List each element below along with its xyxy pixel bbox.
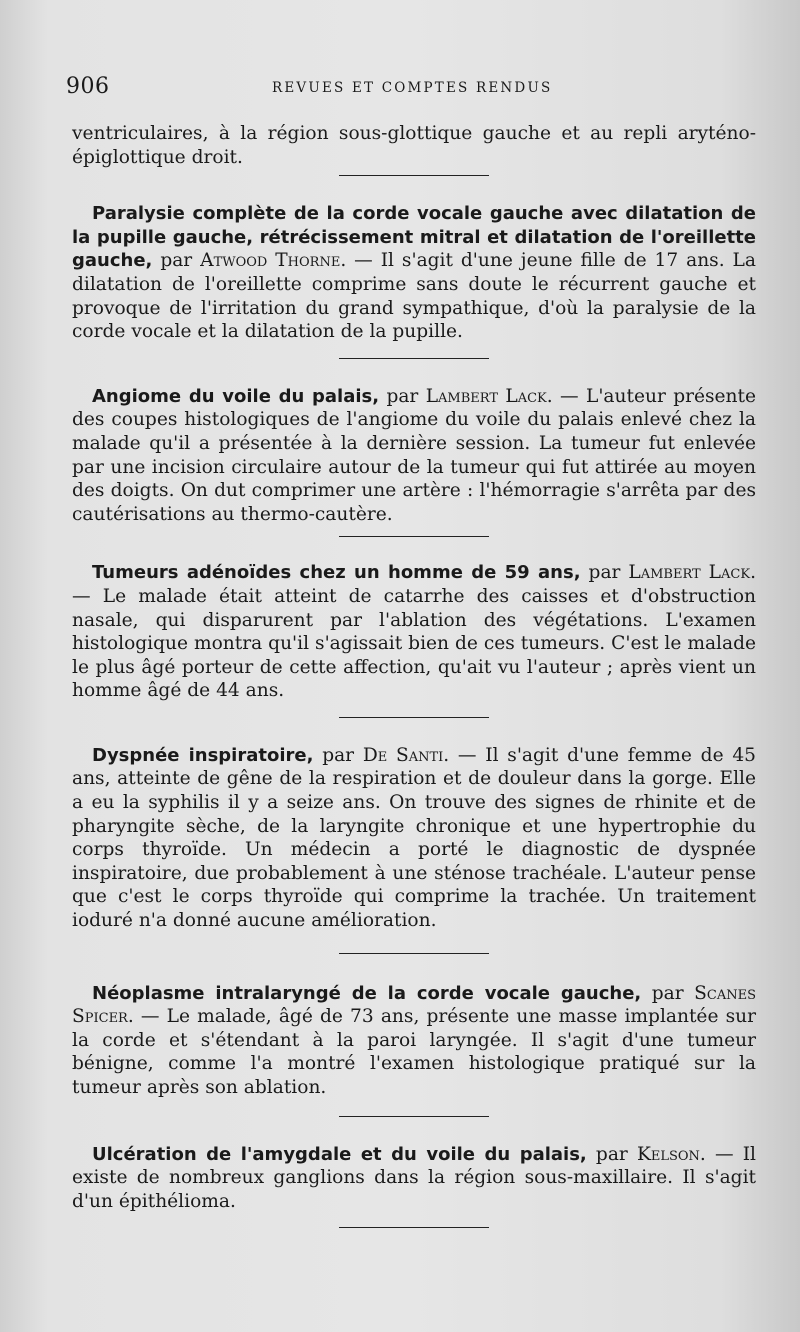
article-by: par — [313, 744, 363, 766]
section-rule — [339, 1116, 489, 1117]
continuation-paragraph: ventriculaires, à la région sous-glottique gauche et au repli aryténo-épiglottique droit. — [72, 123, 756, 168]
article-author: Kelson. — [636, 1143, 706, 1165]
article-title: Tumeurs adénoïdes chez un homme de 59 ans, — [92, 562, 581, 584]
article-paragraph — [72, 1143, 756, 1214]
article-paragraph — [72, 202, 756, 344]
article-text: — Le malade était atteint de catarrhe des caisses et d'obstruction nasale, qui disparurent par l'ablation des végétations. L'examen histologique montra qu'il s'agissait bien de ces tumeurs. C'est le malade le plus âgé porteur de cette affection, qu'ait vu l'auteur ; après vient un homme âgé de 44 ans. — [72, 585, 756, 702]
article-by: par — [641, 982, 695, 1004]
article-paragraph — [72, 385, 756, 527]
article-by: par — [580, 562, 629, 584]
article-text: — L'auteur présente des coupes histologiques de l'angiome du voile du palais enlevé chez la malade qu'il a présentée à la dernière session. La tumeur fut enlevée par une incision circulaire autour de la tumeur qui fut attirée au moyen des doigts. On dut comprimer une artère : l'hémorragie s'arrêta par des cautérisations au thermo-cautère. — [72, 385, 756, 525]
section-rule — [339, 175, 489, 176]
article-author: Atwood Thorne. — [200, 250, 347, 272]
article-title: Ulcération de l'amygdale et du voile du palais, — [92, 1143, 587, 1165]
article-paragraph — [72, 561, 756, 703]
body-text — [72, 122, 756, 1228]
section-rule — [339, 536, 489, 537]
article-text: — Le malade, âgé de 73 ans, présente une masse implantée sur la corde et s'étendant à la paroi laryngée. Il s'agit d'une tumeur bénigne, comme l'a montré l'examen histologique pratiqué sur la tumeur après son ablation. — [72, 1006, 756, 1098]
article-title: Dyspnée inspiratoire, — [92, 744, 314, 766]
article-author: Lambert Lack. — [628, 562, 756, 584]
article-text: — Il s'agit d'une femme de 45 ans, atteinte de gêne de la respiration et de douleur dans la gorge. Elle a eu la syphilis il y a seize ans. On trouve des signes de rhinite et de pharyngite sèche, de la laryngite chronique et une hypertrophie du corps thyroïde. Un médecin a porté le diagnostic de dyspnée inspiratoire, due probablement à une sténose trachéale. L'auteur pense que c'est le corps thyroïde qui comprime la trachée. Un traitement ioduré n'a donné aucune amélioration. — [72, 744, 756, 932]
page-number: 906 — [66, 74, 110, 99]
section-rule — [339, 717, 489, 718]
article-author: Lambert Lack. — [425, 385, 553, 407]
article-by: par — [379, 385, 426, 407]
article-title: Néoplasme intralaryngé de la corde vocale gauche, — [92, 982, 642, 1004]
page-header — [66, 74, 746, 104]
section-rule — [339, 953, 489, 954]
article-author: Scanes Spicer. — [72, 982, 756, 1028]
article-text: — Il s'agit d'une jeune fille de 17 ans. La dilatation de l'oreillette comprime sans doute le récurrent gauche et provoque de l'irritation du grand sympathique, d'où la paralysie de la corde vocale et la dilatation de la pupille. — [72, 250, 756, 343]
section-rule — [339, 1227, 489, 1228]
article-title: Angiome du voile du palais, — [92, 385, 380, 407]
article-title: Paralysie complète de la corde vocale gauche avec dilatation de la pupille gauche, rétrécissement mitral et dilatation de l'oreillette gauche, — [72, 203, 756, 272]
article-paragraph — [72, 982, 756, 1100]
running-head: REVUES ET COMPTES RENDUS — [272, 80, 553, 96]
article-text: — Il existe de nombreux ganglions dans la région sous-maxillaire. Il s'agit d'un épithélioma. — [72, 1143, 757, 1212]
article-by: par — [586, 1143, 637, 1165]
article-author: De Santi. — [362, 744, 450, 766]
section-rule — [339, 358, 489, 359]
article-by: par — [152, 250, 201, 272]
article-paragraph — [72, 744, 756, 933]
